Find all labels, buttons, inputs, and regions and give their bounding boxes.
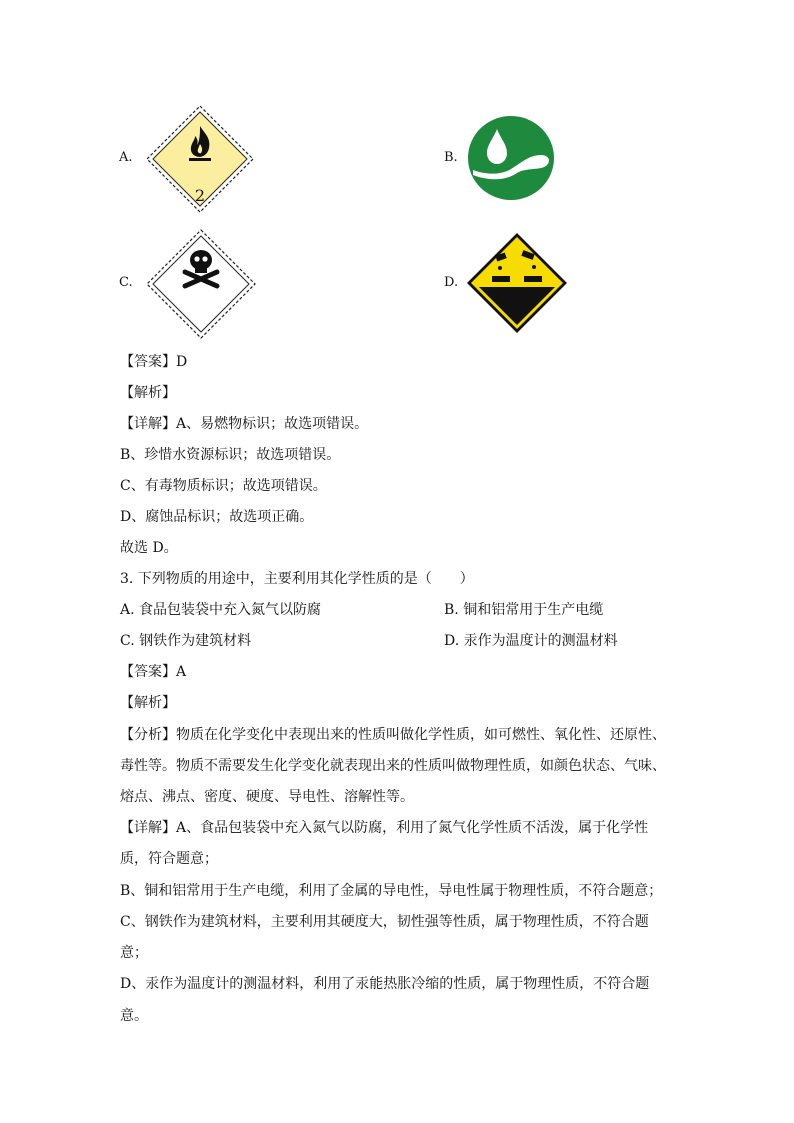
- q3-analysis-line: 毒性等。物质不需要发生化学变化就表现出来的性质叫做物理性质，如颜色状态、气味、: [120, 758, 666, 774]
- option-b-label: B.: [444, 150, 458, 165]
- water-saving-sign-icon: [467, 115, 555, 201]
- flammable-sign-icon: [145, 104, 255, 214]
- q3-detail-d-cont: 意。: [120, 1008, 148, 1024]
- q3-option-a: A. 食品包装袋中充入氮气以防腐: [120, 602, 322, 618]
- q2-analysis-title: 【解析】: [120, 385, 176, 401]
- option-d-label: D.: [444, 275, 459, 290]
- q3-analysis-title: 【解析】: [120, 695, 176, 711]
- toxic-sign-icon: [145, 228, 257, 340]
- q3-detail-c: C、钢铁作为建筑材料，主要利用其硬度大，韧性强等性质，属于物理性质，不符合题: [120, 914, 649, 930]
- q3-option-d: D. 汞作为温度计的测温材料: [444, 633, 618, 649]
- option-c-label: C.: [119, 275, 133, 290]
- q3-detail-d: D、汞作为温度计的测温材料，利用了汞能热胀冷缩的性质，属于物理性质，不符合题: [120, 976, 650, 992]
- q2-detail-c: C、有毒物质标识；故选项错误。: [120, 478, 327, 494]
- q3-analysis-line: 熔点、沸点、密度、硬度、导电性、溶解性等。: [120, 789, 414, 805]
- q2-detail-a: 【详解】A、易燃物标识；故选项错误。: [120, 416, 369, 432]
- q3-detail-c-cont: 意；: [120, 945, 148, 961]
- corrosive-sign-icon: [466, 232, 568, 334]
- option-a-class-number: 2: [194, 186, 206, 205]
- q2-detail-d: D、腐蚀品标识；故选项正确。: [120, 509, 314, 525]
- q3-option-b: B. 铜和铝常用于生产电缆: [444, 602, 604, 618]
- q3-stem: 3. 下列物质的用途中，主要利用其化学性质的是（ ）: [120, 571, 474, 587]
- q3-detail-a: 【详解】A、食品包装袋中充入氮气以防腐，利用了氮气化学性质不活泼，属于化学性: [120, 820, 649, 836]
- q2-answer: 【答案】D: [120, 354, 188, 370]
- q3-detail-a-cont: 质，符合题意；: [120, 851, 218, 867]
- q3-answer: 【答案】A: [120, 664, 187, 680]
- q3-analysis-line: 【分析】物质在化学变化中表现出来的性质叫做化学性质，如可燃性、氧化性、还原性、: [120, 727, 666, 743]
- q2-detail-b: B、珍惜水资源标识；故选项错误。: [120, 447, 341, 463]
- q2-conclusion: 故选 D。: [120, 540, 178, 556]
- q3-detail-b: B、铜和铝常用于生产电缆，利用了金属的导电性，导电性属于物理性质，不符合题意；: [120, 883, 663, 899]
- q3-option-c: C. 钢铁作为建筑材料: [120, 633, 252, 649]
- option-a-label: A.: [119, 150, 133, 165]
